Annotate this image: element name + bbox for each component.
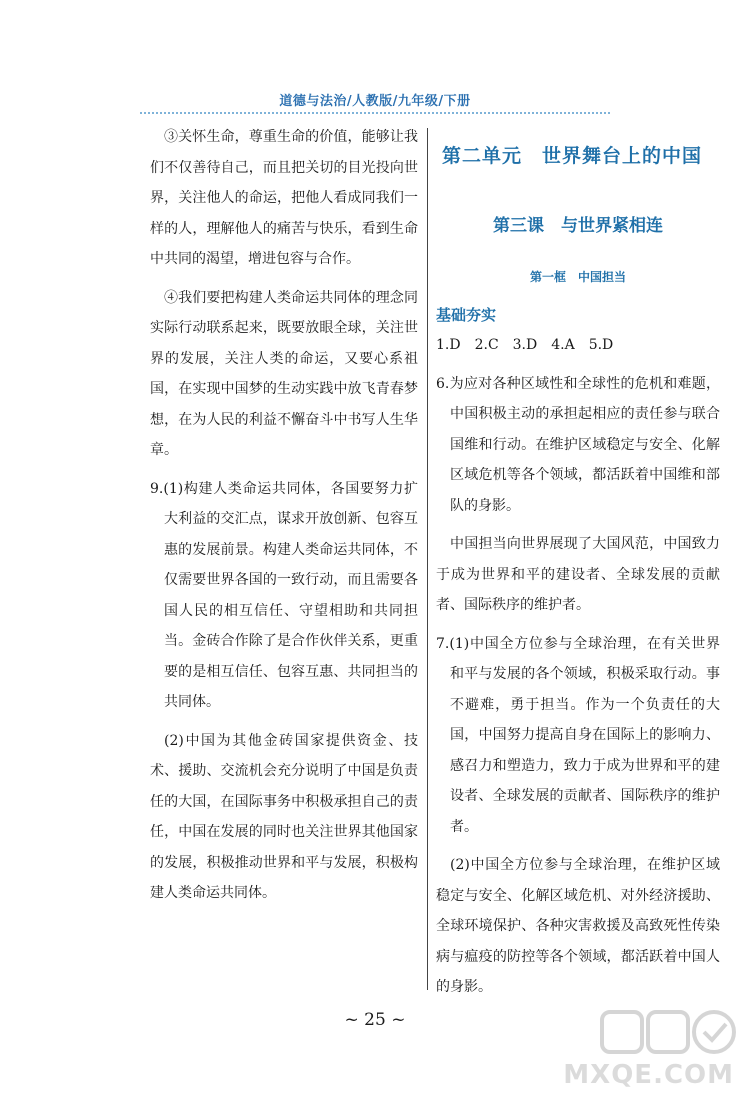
running-header: 道德与法治/人教版/九年级/下册 bbox=[279, 94, 471, 109]
answer-paragraph: 9.(1)构建人类命运共同体，各国要努力扩大利益的交汇点，谋求开放创新、包容互惠的发展前景。构建人类命运共同体，不仅需要世界各国的一致行动，而且需要各国人民的相互信任、守望相助和共同担当。金砖合作除了是合作伙伴关系，更重要的是相互信任、包容互惠、共同担当的共同体。 bbox=[150, 480, 418, 710]
frame-title: 第一框 中国担当 bbox=[529, 270, 626, 284]
left-column bbox=[150, 122, 418, 917]
answer-paragraph: (2)中国全方位参与全球治理，在维护区域稳定与安全、化解区域危机、对外经济援助、全球环境保护、各种灾害救援及高致死性传染病与瘟疫的防控等各个领域，都活跃着中国人的身影。 bbox=[436, 857, 720, 995]
answer-paragraph: ③关怀生命，尊重生命的价值，能够让我们不仅善待自己，而且把关切的目光投向世界，关注他人的命运，把他人看成同我们一样的人，理解他人的痛苦与快乐，看到生命中共同的渴望，增进包容与合作。 bbox=[150, 129, 418, 267]
unit-title: 第二单元 世界舞台上的中国 bbox=[442, 145, 703, 167]
header-divider bbox=[140, 112, 610, 114]
page-number: ~ 25 ~ bbox=[344, 1010, 406, 1030]
answer-paragraph: 中国担当向世界展现了大国风范，中国致力于成为世界和平的建设者、全球发展的贡献者、国际秩序的维护者。 bbox=[436, 536, 720, 613]
right-column bbox=[436, 122, 720, 1011]
column-divider bbox=[427, 128, 428, 990]
answer-paragraph: (2)中国为其他金砖国家提供资金、技术、援助、交流机会充分说明了中国是负责任的大国，在国际事务中积极承担自己的责任，中国在发展的同时也关注世界其他国家的发展，积极推动世界和平与发展，积极构建人类命运共同体。 bbox=[150, 732, 418, 901]
answer-paragraph: 6.为应对各种区域性和全球性的危机和难题，中国积极主动的承担起相应的责任参与联合国维和行动。在维护区域稳定与安全、化解区域危机等各个领域，都活跃着中国维和部队的身影。 bbox=[436, 375, 720, 514]
answer-paragraph: 7.(1)中国全方位参与全球治理，在有关世界和平与发展的各个领域，积极采取行动。事不避难，勇于担当。作为一个负责任的大国，中国努力提高自身在国际上的影响力、感召力和塑造力，致力于成为世界和平的建设者、全球发展的贡献者、国际秩序的维护者。 bbox=[436, 635, 720, 835]
section-title: 基础夯实 bbox=[436, 306, 497, 324]
watermark-text: MXQE.COM bbox=[563, 1060, 734, 1090]
answer-paragraph: ④我们要把构建人类命运共同体的理念同实际行动联系起来，既要放眼全球，关注世界的发展，关注人类的命运，又要心系祖国，在实现中国梦的生动实践中放飞青春梦想，在为人民的利益不懈奋斗中书写人生华章。 bbox=[150, 289, 418, 458]
answer-key-line: 1.D 2.C 3.D 4.A 5.D bbox=[436, 337, 614, 353]
lesson-title: 第三课 与世界紧相连 bbox=[493, 216, 663, 236]
answer-site-logo-icon bbox=[563, 1006, 738, 1096]
watermark-logo-icon bbox=[598, 1006, 738, 1066]
